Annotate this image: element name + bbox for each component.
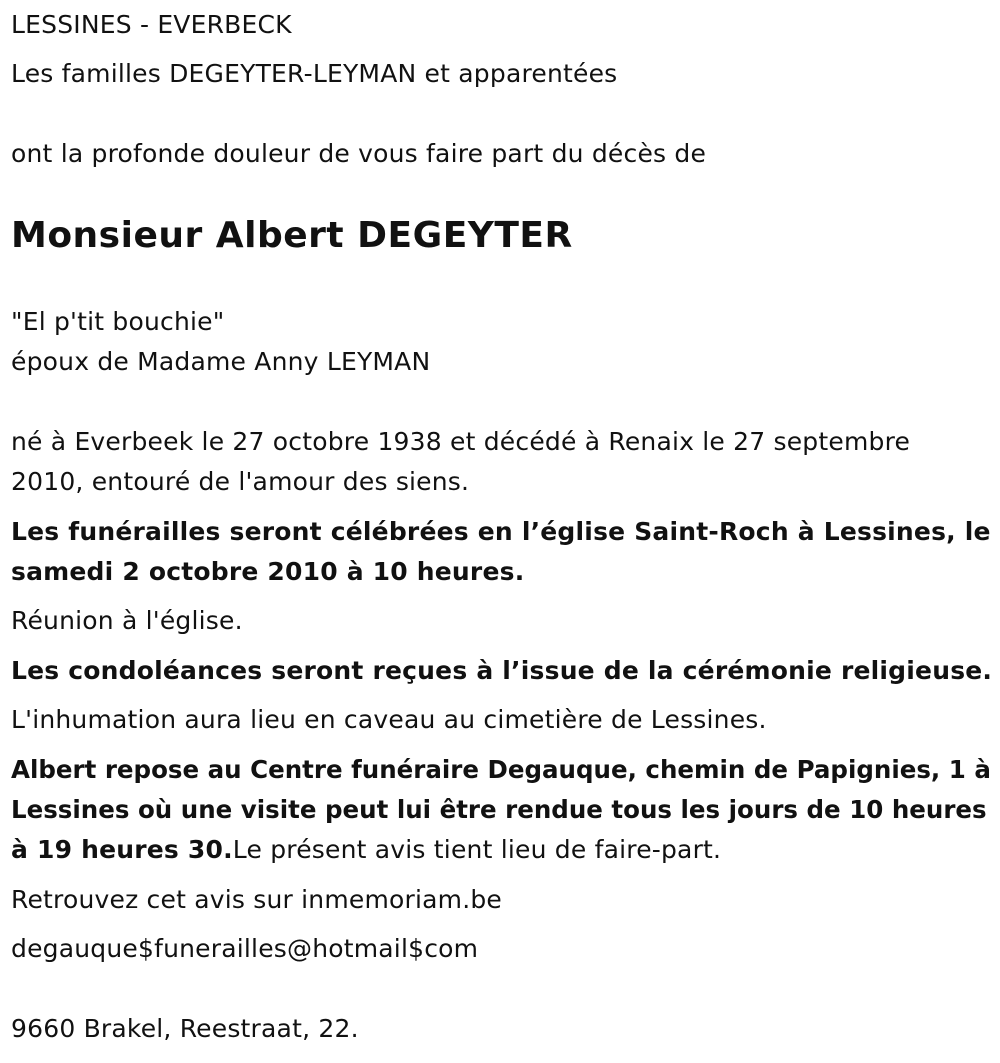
birth-death-line-2: 2010, entouré de l'amour des siens. [11, 467, 470, 496]
rest-line-3-regular: Le présent avis tient lieu de faire-part. [232, 835, 722, 864]
website-note: Retrouvez cet avis sur inmemoriam.be [11, 885, 503, 914]
rest-line-3 [11, 830, 721, 870]
meeting-line: Réunion à l'église. [11, 606, 243, 635]
families-line: Les familles DEGEYTER-LEYMAN et apparentées [11, 59, 618, 88]
nickname: "El p'tit bouchie" [11, 307, 225, 336]
rest-line-3-bold: à 19 heures 30. [11, 835, 233, 864]
deceased-name: Monsieur Albert DEGEYTER [11, 215, 573, 256]
rest-line-1: Albert repose au Centre funéraire Degauque, chemin de Papignies, 1 à [11, 755, 991, 784]
funeral-line-1: Les funérailles seront célébrées en l’église Saint-Roch à Lessines, le [11, 517, 991, 546]
announcement-line: ont la profonde douleur de vous faire part du décès de [11, 139, 707, 168]
birth-death-line-1: né à Everbeek le 27 octobre 1938 et décédé à Renaix le 27 septembre [11, 427, 911, 456]
spouse-line: époux de Madame Anny LEYMAN [11, 347, 431, 376]
funeral-line-2: samedi 2 octobre 2010 à 10 heures. [11, 557, 525, 586]
address-line: 9660 Brakel, Reestraat, 22. [11, 1014, 359, 1043]
location-header: LESSINES - EVERBECK [11, 10, 292, 39]
email-line: degauque$funerailles@hotmail$com [11, 934, 479, 963]
rest-line-2: Lessines où une visite peut lui être rendue tous les jours de 10 heures [11, 795, 987, 824]
burial-line: L'inhumation aura lieu en caveau au cimetière de Lessines. [11, 705, 767, 734]
condolences-line: Les condoléances seront reçues à l’issue de la cérémonie religieuse. [11, 656, 993, 685]
